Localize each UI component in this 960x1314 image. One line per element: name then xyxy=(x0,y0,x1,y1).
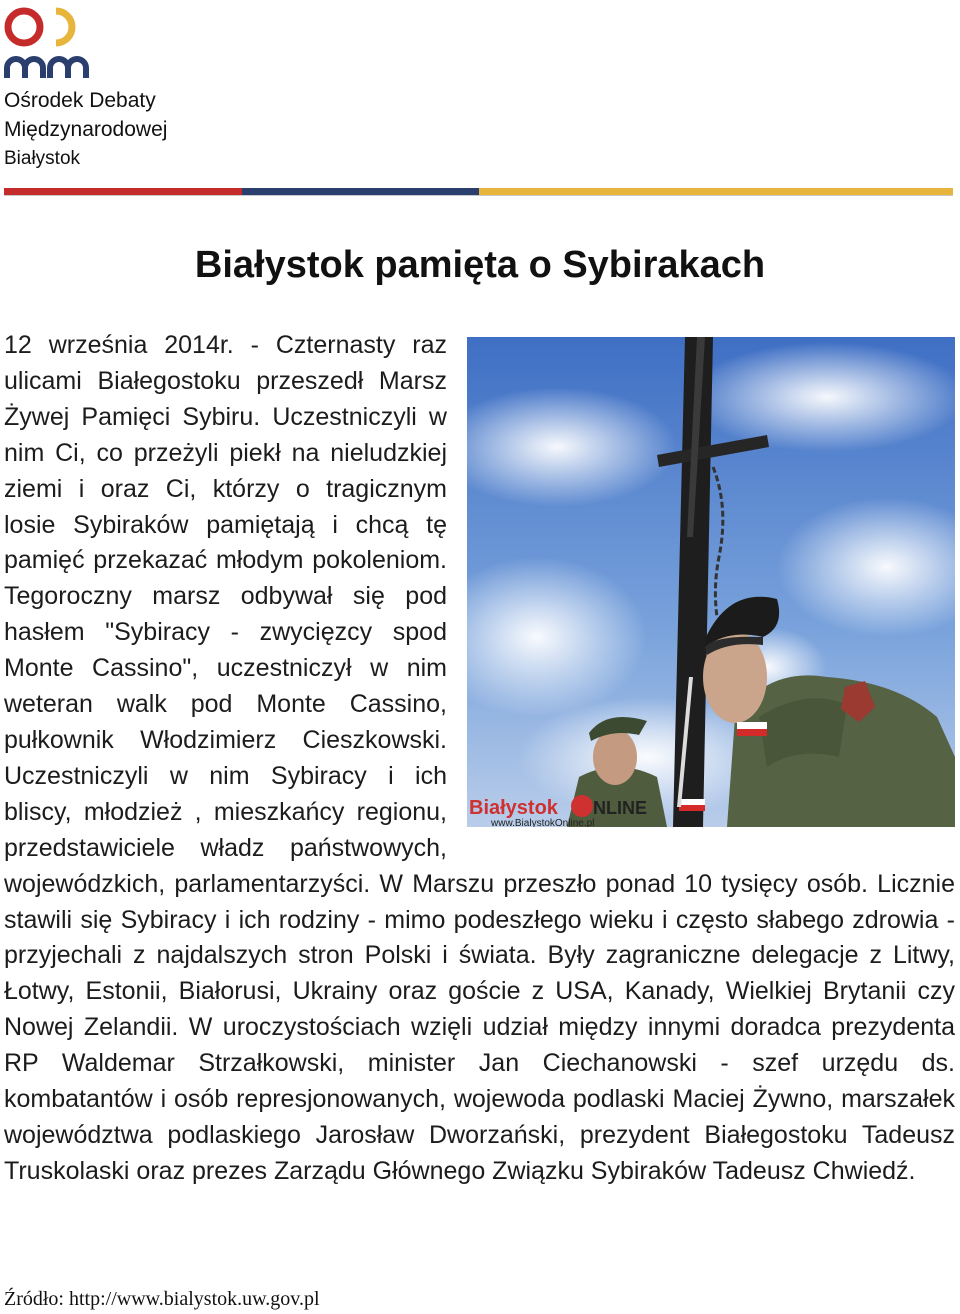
article-body-container xyxy=(4,328,955,1190)
header-rule-red xyxy=(4,188,242,195)
article-photo xyxy=(467,337,955,827)
header-rule-navy xyxy=(242,188,479,195)
organization-name-line1: Ośrodek Debaty xyxy=(4,89,156,112)
source-credit: Źródło: http://www.bialystok.uw.gov.pl xyxy=(4,1288,320,1310)
organization-logo xyxy=(2,2,94,82)
photo-watermark-brand2: NLINE xyxy=(593,798,647,818)
organization-name-line2: Międzynarodowej xyxy=(4,118,168,141)
photo-watermark-url: www.BialystokOnline.pl xyxy=(491,818,595,827)
article-title: Białystok pamięta o Sybirakach xyxy=(194,244,766,286)
organization-name-line3: Białystok xyxy=(4,148,81,169)
header-rule-gold xyxy=(479,188,953,195)
article-body: 12 września 2014r. - Czternasty raz ulicami Białegostoku przeszedł Marsz Żywej Pamięci Sybiru. Uczestniczyli w nim Ci, co przeżyli piekł na nieludzkiej ziemi i oraz Ci, którzy o tragicznym losie Sybiraków pamiętają i chcą tę pamięć przekazać młodym pokoleniom. Tegoroczny marsz odbywał się pod hasłem "Sybiracy - zwycięzcy spod Monte Cassino", uczestniczył w nim weteran walk pod Monte Cassino, pułkownik Włodzimierz Cieszkowski. Uczestniczyli w nim Sybiracy i ich bliscy, młodzież , mieszkańcy regionu, przedstawiciele władz państwowych, wojewódzkich, parlamentarzyści. W Marszu przeszło ponad 10 tysięcy osób. Licznie stawili się Sybiracy i ich rodziny - mimo podeszłego wieku i często słabego zdrowia - przyjechali z najdalszych stron Polski i świata. Były zagraniczne delegacje z Litwy, Łotwy, Estonii, Białorusi, Ukrainy oraz goście z USA, Kanady, Wielkiej Brytanii czy Nowej Zelandii. W uroczystościach wzięli udział między innymi doradca prezydenta RP Waldemar Strzałkowski, minister Jan Ciechanowski - szef urzędu ds. kombatantów i osób represjonowanych, wojewoda podlaski Maciej Żywno, marszałek województwa podlaskiego Jarosław Dworzański, prezydent Białegostoku Tadeusz Truskolaski oraz prezes Zarządu Głównego Związku Sybiraków Tadeusz Chwiedź. xyxy=(4,331,955,1185)
photo-watermark-brand: Białystok xyxy=(469,797,558,819)
organization-name xyxy=(4,86,264,173)
header-divider xyxy=(4,195,953,196)
